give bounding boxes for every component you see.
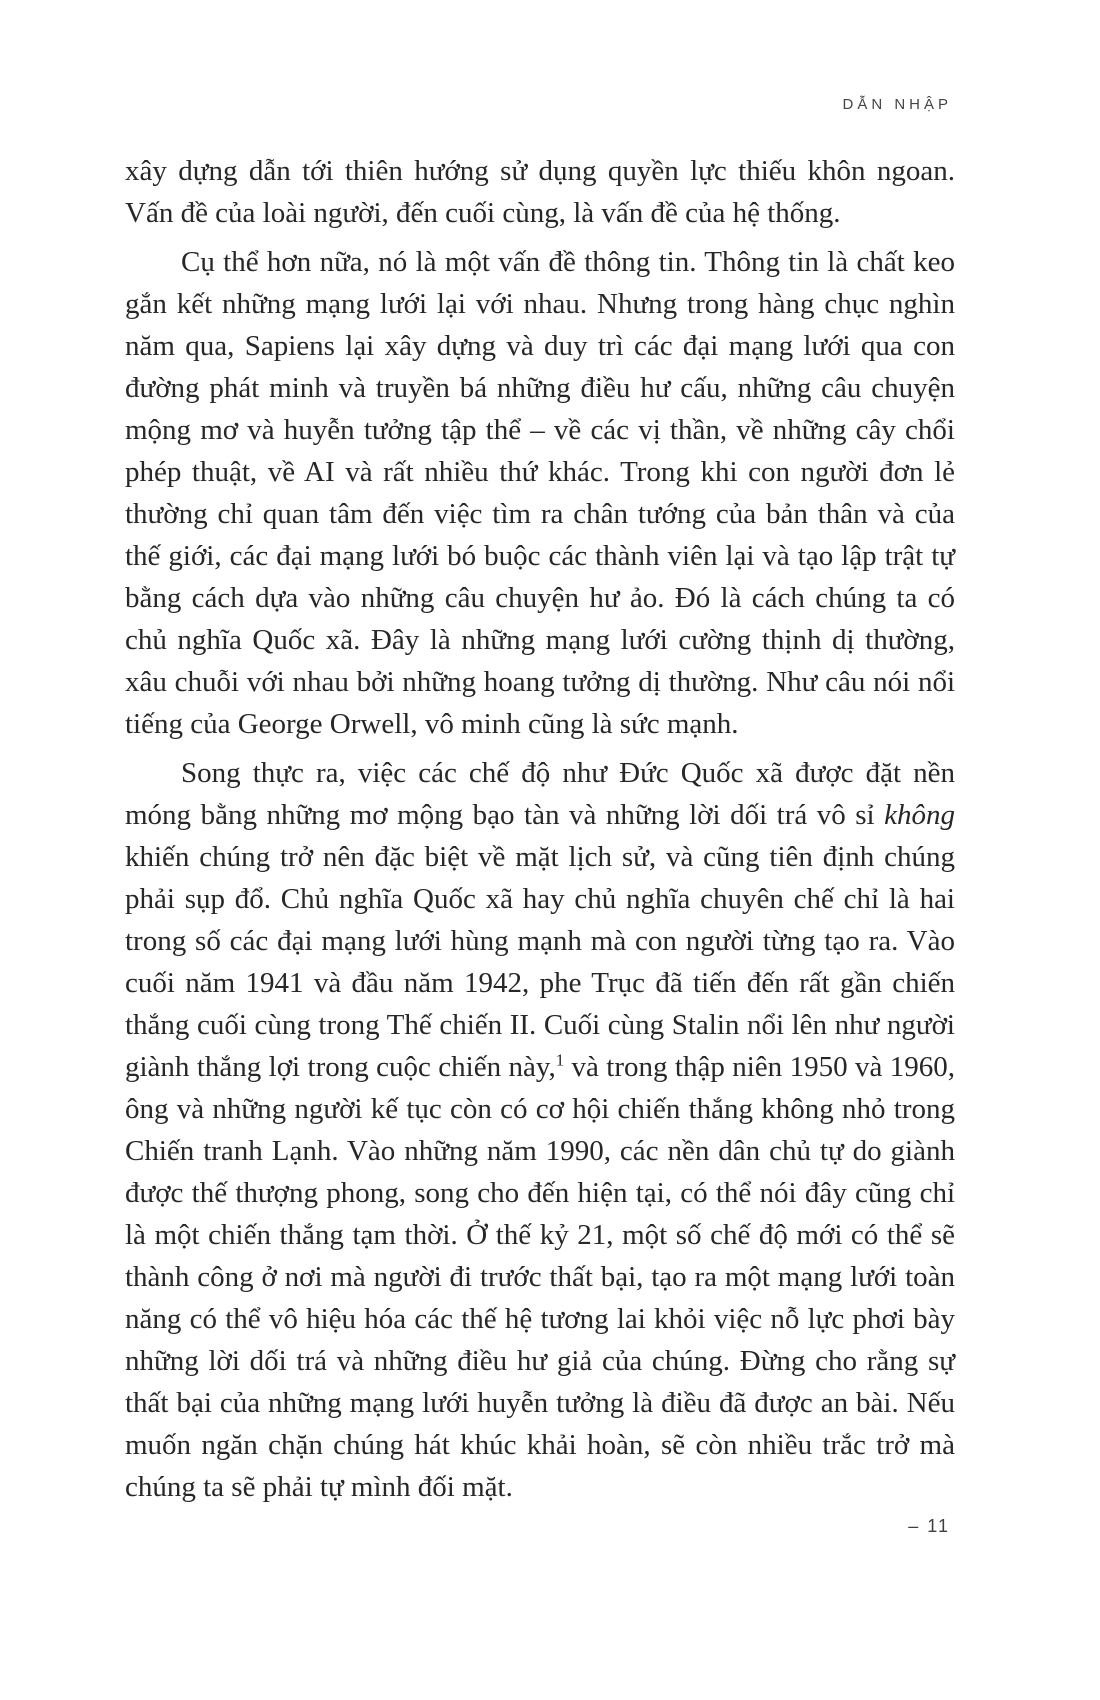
text-segment: Cụ thể hơn nữa, nó là một vấn đề thông tin. Thông tin là chất keo gắn kết những mạng lưới lại với nhau. Nhưng trong hàng chục nghìn năm qua, Sapiens lại xây dựng và duy trì các đại mạng lưới qua con đường phát minh và truyền bá những điều hư cấu, những câu chuyện mộng mơ và huyễn tưởng tập thể – về các vị thần, về những cây chổi phép thuật, về AI và rất nhiều thứ khác. Trong khi con người đơn lẻ thường chỉ quan tâm đến việc tìm ra chân tướng của bản thân và của thế giới, các đại mạng lưới bó buộc các thành viên lại và tạo lập trật tự bằng cách dựa vào những câu chuyện hư ảo. Đó là cách chúng ta có chủ nghĩa Quốc xã. Đây là những mạng lưới cường thịnh dị thường, xâu chuỗi với nhau bởi những hoang tưởng dị thường. Như câu nói nổi tiếng của George Orwell, vô minh cũng là sức mạnh.	[125, 246, 955, 740]
page-number: – 11	[908, 1516, 950, 1536]
paragraph	[125, 150, 955, 234]
text-segment: không	[884, 799, 955, 831]
text-segment: và trong thập niên 1950 và 1960, ông và những người kế tục còn có cơ hội chiến thắng không nhỏ trong Chiến tranh Lạnh. Vào những năm 1990, các nền dân chủ tự do giành được thế thượng phong, song cho đến hiện tại, có thể nói đây cũng chỉ là một chiến thắng tạm thời. Ở thế kỷ 21, một số chế độ mới có thể sẽ thành công ở nơi mà người đi trước thất bại, tạo ra một mạng lưới toàn năng có thể vô hiệu hóa các thế hệ tương lai khỏi việc nỗ lực phơi bày những lời dối trá và những điều hư giả của chúng. Đừng cho rằng sự thất bại của những mạng lưới huyễn tưởng là điều đã được an bài. Nếu muốn ngăn chặn chúng hát khúc khải hoàn, sẽ còn nhiều trắc trở mà chúng ta sẽ phải tự mình đối mặt.	[125, 1051, 955, 1503]
running-header: DẪN NHẬP	[842, 96, 952, 113]
paragraph	[125, 241, 955, 745]
body-paragraphs	[125, 150, 955, 1515]
text-segment: khiến chúng trở nên đặc biệt về mặt lịch sử, và cũng tiên định chúng phải sụp đổ. Chủ nghĩa Quốc xã hay chủ nghĩa chuyên chế chỉ là hai trong số các đại mạng lưới hùng mạnh mà con người từng tạo ra. Vào cuối năm 1941 và đầu năm 1942, phe Trục đã tiến đến rất gần chiến thắng cuối cùng trong Thế chiến II. Cuối cùng Stalin nổi lên như người giành thắng lợi trong cuộc chiến này,	[125, 841, 955, 1083]
text-segment: xây dựng dẫn tới thiên hướng sử dụng quyền lực thiếu khôn ngoan. Vấn đề của loài người, đến cuối cùng, là vấn đề của hệ thống.	[125, 155, 955, 229]
paragraph	[125, 752, 955, 1508]
footnote-marker: 1	[555, 1050, 565, 1070]
text-segment: Song thực ra, việc các chế độ như Đức Quốc xã được đặt nền móng bằng những mơ mộng bạo tàn và những lời dối trá vô sỉ	[125, 757, 955, 831]
